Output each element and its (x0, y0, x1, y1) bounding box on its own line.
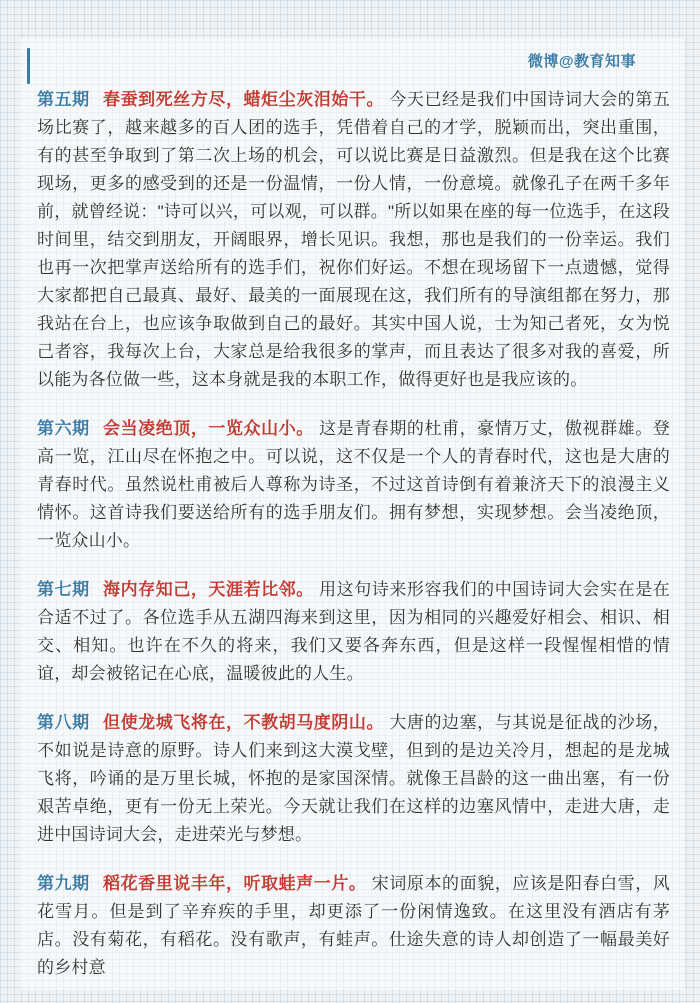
article-body (37, 86, 670, 1003)
weibo-watermark: 微博@教育知事 (527, 53, 636, 70)
episode-quote: 稻花香里说丰年，听取蛙声一片。 (103, 874, 367, 893)
episode-label: 第五期 (37, 90, 90, 109)
episode-label: 第九期 (37, 874, 90, 893)
section-episode-8 (37, 709, 670, 849)
episode-quote: 但使龙城飞将在，不教胡马度阴山。 (103, 713, 385, 732)
episode-quote: 海内存知己，天涯若比邻。 (103, 580, 314, 599)
episode-quote: 春蚕到死丝方尽，蜡炬尘灰泪始干。 (103, 90, 385, 109)
episode-text: 今天已经是我们中国诗词大会的第五场比赛了，越来越多的百人团的选手，凭借着自己的才学，脱颖而出，突出重围，有的甚至争取到了第二次上场的机会，可以说比赛是日益激烈。但是我在这个比赛现场，更多的感受到的还是一份温情，一份人情，一份意境。就像孔子在两千多年前，就曾经说："诗可以兴，可以观，可以群。"所以如果在座的每一位选手，在这段时间里，结交到朋友，开阔眼界，增长见识。我想，那也是我们的一份幸运。我们也再一次把掌声送给所有的选手们，祝你们好运。不想在现场留下一点遗憾，觉得大家都把自己最真、最好、最美的一面展现在这，我们所有的导演组都在努力，那我站在台上，也应该争取做到自己的最好。其实中国人说，士为知己者死，女为悦己者容，我每次上台，大家总是给我很多的掌声，而且表达了很多对我的喜爱，所以能为各位做一些，这本身就是我的本职工作，做得更好也是我应该的。 (37, 90, 670, 389)
left-accent-bar (27, 48, 30, 84)
episode-text: 这是青春期的杜甫，豪情万丈，傲视群雄。登高一览，江山尽在怀抱之中。可以说，这不仅是一个人的青春时代，这也是大唐的青春时代。虽然说杜甫被后人尊称为诗圣，不过这首诗倒有着兼济天下的浪漫主义情怀。这首诗我们要送给所有的选手朋友们。拥有梦想，实现梦想。会当凌绝顶，一览众山小。 (37, 419, 670, 550)
section-episode-6 (37, 415, 670, 555)
episode-label: 第六期 (37, 419, 90, 438)
episode-text: 用这句诗来形容我们的中国诗词大会实在是在合适不过了。各位选手从五湖四海来到这里，因为相同的兴趣爱好相会、相识、相交、相知。也许在不久的将来，我们又要各奔东西，但是这样一段惺惺相惜的情谊，却会被铭记在心底，温暖彼此的人生。 (37, 580, 670, 683)
episode-text: 宋词原本的面貌，应该是阳春白雪，风花雪月。但是到了辛弃疾的手里，却更添了一份闲情逸致。在这里没有酒店有茅店。没有菊花，有稻花。没有歌声，有蛙声。仕途失意的诗人却创造了一幅最美好的乡村意 (37, 874, 670, 977)
section-episode-5 (37, 86, 670, 394)
section-episode-7 (37, 576, 670, 688)
section-episode-9 (37, 870, 670, 982)
episode-label: 第八期 (37, 713, 90, 732)
episode-quote: 会当凌绝顶，一览众山小。 (103, 419, 314, 438)
episode-text: 大唐的边塞，与其说是征战的沙场，不如说是诗意的原野。诗人们来到这大漠戈壁，但到的是边关冷月，想起的是龙城飞将，吟诵的是万里长城，怀抱的是家国深情。就像王昌龄的这一曲出塞，有一份艰苦卓绝，更有一份无上荣光。今天就让我们在这样的边塞风情中，走进大唐，走进中国诗词大会，走进荣光与梦想。 (37, 713, 670, 844)
episode-label: 第七期 (37, 580, 90, 599)
